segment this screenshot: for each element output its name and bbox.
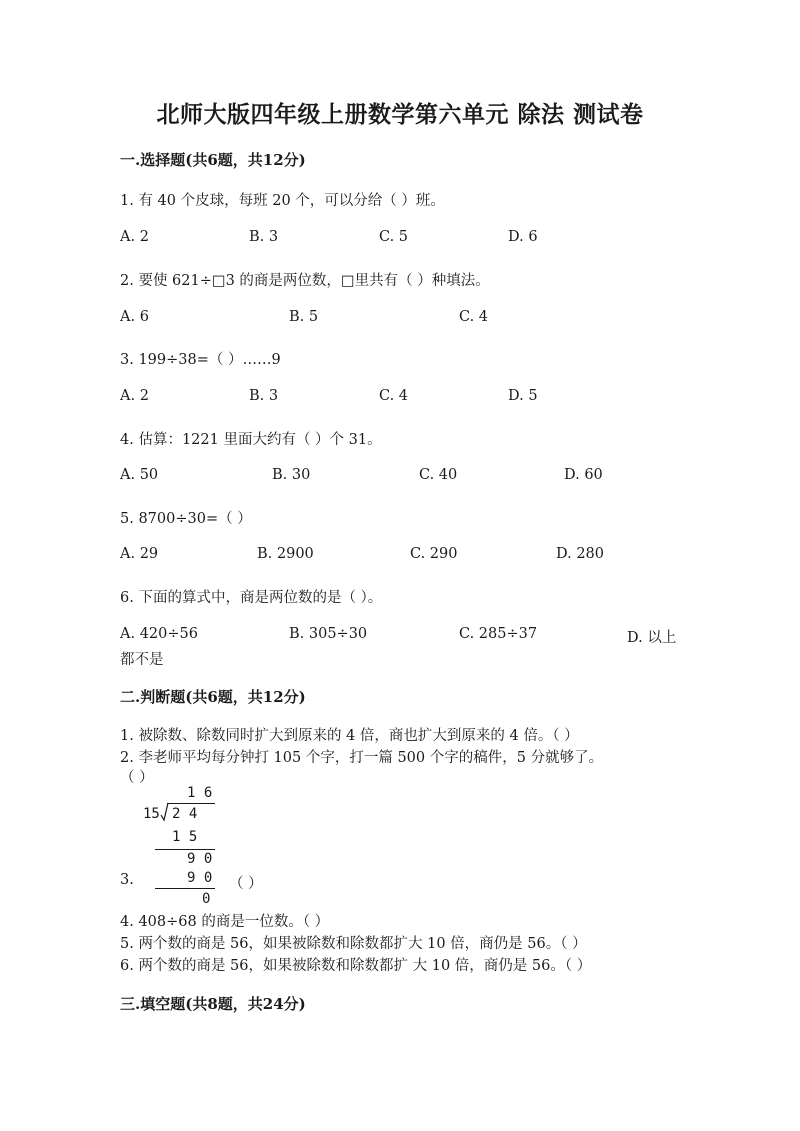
section-heading-judgement: 二.判断题(共6题，共12分)	[120, 688, 306, 706]
option-d: D. 60	[564, 467, 603, 483]
judgement-item: 5. 两个数的商是 56，如果被除数和除数都扩大 10 倍，商仍是 56。（ ）	[120, 936, 587, 952]
division-remainder: 0	[202, 891, 211, 907]
option-c: C. 285÷37	[459, 626, 538, 642]
option-c: C. 290	[410, 546, 458, 562]
option-a: A. 420÷56	[120, 626, 198, 642]
option-c: C. 4	[459, 309, 489, 325]
question-stem: 4. 估算：1221 里面大约有（ ）个 31。	[120, 432, 382, 448]
option-b: B. 3	[249, 229, 279, 245]
option-d-wrap: 都不是	[120, 652, 164, 668]
option-b: B. 5	[289, 309, 319, 325]
option-a: A. 2	[120, 388, 149, 404]
question-stem: 3. 199÷38=（ ）……9	[120, 352, 281, 368]
judgement-item: 2. 李老师平均每分钟打 105 个字，打一篇 500 个字的稿件，5 分就够了。	[120, 750, 604, 766]
option-b: B. 2900	[257, 546, 314, 562]
page-title: 北师大版四年级上册数学第六单元 除法 测试卷	[156, 101, 644, 128]
option-d: D. 以上	[627, 630, 677, 646]
option-d: D. 5	[508, 388, 538, 404]
answer-paren: （ ）	[120, 770, 154, 786]
option-b: B. 305÷30	[289, 626, 368, 642]
judgement-item: 4. 408÷68 的商是一位数。（ ）	[120, 914, 330, 930]
division-bracket	[160, 802, 170, 824]
division-step: 9 0	[187, 870, 213, 886]
option-b: B. 3	[249, 388, 279, 404]
judgement-item: 1. 被除数、除数同时扩大到原来的 4 倍，商也扩大到原来的 4 倍。（ ）	[120, 728, 579, 744]
division-quotient: 1 6	[187, 785, 213, 801]
question-stem: 6. 下面的算式中，商是两位数的是（ ）。	[120, 590, 383, 606]
section-heading-choice: 一.选择题(共6题，共12分)	[120, 151, 306, 169]
option-a: A. 6	[120, 309, 149, 325]
option-d: D. 280	[556, 546, 605, 562]
section-heading-fill: 三.填空题(共8题，共24分)	[120, 995, 306, 1013]
division-step: 9 0	[187, 851, 213, 867]
judgement-item: 6. 两个数的商是 56，如果被除数和除数都扩 大 10 倍，商仍是 56。（ ）	[120, 958, 592, 974]
option-a: A. 50	[120, 467, 159, 483]
option-c: C. 5	[379, 229, 409, 245]
option-a: A. 29	[120, 546, 159, 562]
option-a: A. 2	[120, 229, 149, 245]
division-divisor: 15	[143, 806, 160, 822]
question-stem: 1. 有 40 个皮球，每班 20 个，可以分给（ ）班。	[120, 193, 445, 209]
judgement-item-number: 3.	[120, 872, 134, 888]
option-b: B. 30	[272, 467, 311, 483]
division-dividend: 2 4	[172, 806, 198, 822]
question-stem: 2. 要使 621÷□3 的商是两位数，□里共有（ ）种填法。	[120, 273, 490, 289]
question-stem: 5. 8700÷30=（ ）	[120, 511, 252, 527]
option-c: C. 4	[379, 388, 409, 404]
option-d: D. 6	[508, 229, 538, 245]
option-c: C. 40	[419, 467, 458, 483]
division-step: 1 5	[172, 829, 198, 845]
answer-paren: （ ）	[229, 876, 263, 892]
